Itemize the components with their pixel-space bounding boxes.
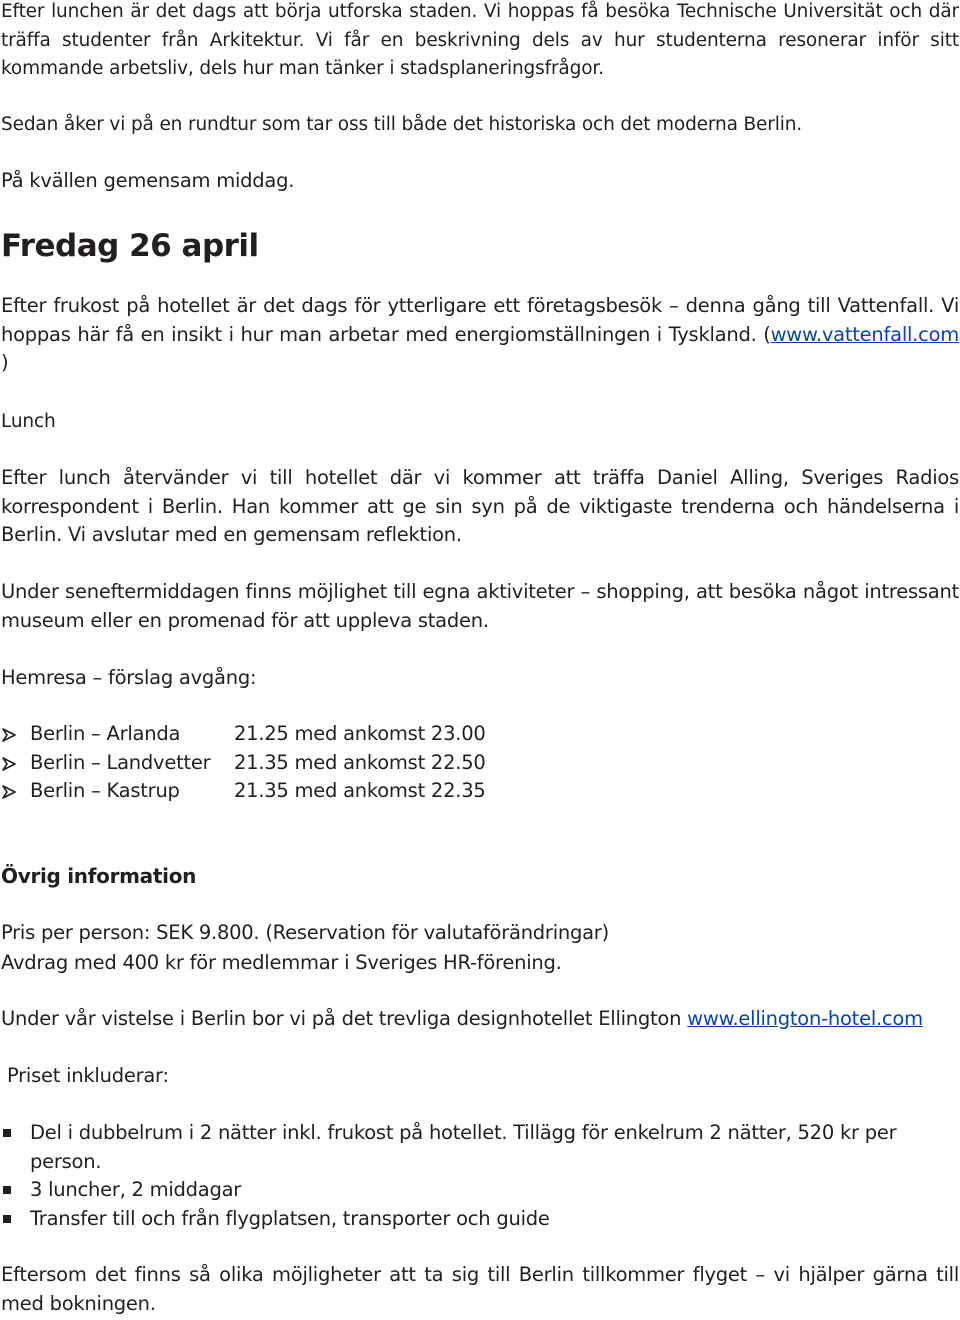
- included-item: Del i dubbelrum i 2 nätter inkl. frukost på hotellet. Tillägg för enkelrum 2 nätter, 520 kr per person.: [30, 1121, 897, 1173]
- info-heading: Övrig information: [1, 864, 197, 888]
- departure-time: 21.25 med ankomst 23.00: [234, 722, 486, 745]
- arrow-bullet-icon: [2, 785, 16, 799]
- discount-line: Avdrag med 400 kr för medlemmar i Sveriges HR-förening.: [1, 951, 562, 974]
- arrow-bullet-icon: [2, 757, 16, 771]
- list-item: [0, 777, 486, 806]
- departure-route: Berlin – Arlanda: [30, 722, 181, 745]
- rundtur-paragraph: Sedan åker vi på en rundtur som tar oss till både det historiska och det moderna Berlin.: [1, 114, 803, 135]
- square-bullet-icon: [3, 1186, 11, 1194]
- included-list: [0, 1119, 930, 1233]
- alling-paragraph: Efter lunch återvänder vi till hotellet där vi kommer att träffa Daniel Alling, Sveriges Radios korrespondent i Berlin. Han kommer att ge sin syn på de viktigaste trenderna och händelserna i Berlin. Vi avslutar med en gemensam reflektion.: [1, 466, 959, 546]
- list-item: [0, 1119, 930, 1176]
- departure-time: 21.35 med ankomst 22.50: [234, 750, 486, 774]
- square-bullet-icon: [3, 1215, 11, 1223]
- departure-route: Berlin – Kastrup: [30, 779, 180, 802]
- friday-heading: Fredag 26 april: [1, 228, 259, 264]
- list-item: [0, 720, 486, 749]
- intro-paragraph: Efter lunchen är det dags att börja utforska staden. Vi hoppas få besöka Technische Universität och där träffa studenter från Arkitektur. Vi får en beskrivning dels av hur studenterna resonerar inför sitt kommande arbetsliv, dels hur man tänker i stadsplaneringsfrågor.: [1, 1, 959, 79]
- flight-note: Eftersom det finns så olika möjligheter att ta sig till Berlin tillkommer flyget – vi hjälper gärna till med bokningen.: [1, 1263, 959, 1315]
- hotel-paragraph: [1, 1005, 959, 1034]
- vattenfall-close: ): [1, 351, 9, 374]
- list-item: [0, 1205, 930, 1234]
- arrow-bullet-icon: [2, 728, 16, 742]
- middag-paragraph: På kvällen gemensam middag.: [1, 169, 295, 192]
- square-bullet-icon: [3, 1129, 11, 1137]
- lunch-label: Lunch: [1, 411, 56, 432]
- vattenfall-paragraph: [1, 292, 959, 378]
- hemresa-label: Hemresa – förslag avgång:: [1, 666, 257, 689]
- afternoon-paragraph: Under seneftermiddagen finns möjlighet till egna aktiviteter – shopping, att besöka något intressant museum eller en promenad för att uppleva staden.: [1, 580, 959, 632]
- included-item: 3 luncher, 2 middagar: [30, 1178, 242, 1201]
- included-label: Priset inkluderar:: [7, 1064, 169, 1087]
- hotel-text: Under vår vistelse i Berlin bor vi på det trevliga designhotellet Ellington: [1, 1007, 688, 1030]
- departure-time: 21.35 med ankomst 22.35: [234, 779, 486, 802]
- vattenfall-link[interactable]: www.vattenfall.com: [770, 322, 959, 346]
- list-item: [0, 1176, 930, 1205]
- price-line: Pris per person: SEK 9.800. (Reservation för valutaförändringar): [1, 921, 609, 944]
- included-item: Transfer till och från flygplatsen, transporter och guide: [30, 1206, 550, 1230]
- departures-list: [0, 720, 486, 806]
- hotel-link[interactable]: www.ellington-hotel.com: [687, 1007, 923, 1030]
- list-item: [0, 749, 486, 778]
- vattenfall-text: Efter frukost på hotellet är det dags för ytterligare ett företagsbesök – denna gång till Vattenfall. Vi hoppas här få en insikt i hur man arbetar med energiomställningen i Tyskland. (: [1, 294, 959, 346]
- departure-route: Berlin – Landvetter: [30, 750, 211, 774]
